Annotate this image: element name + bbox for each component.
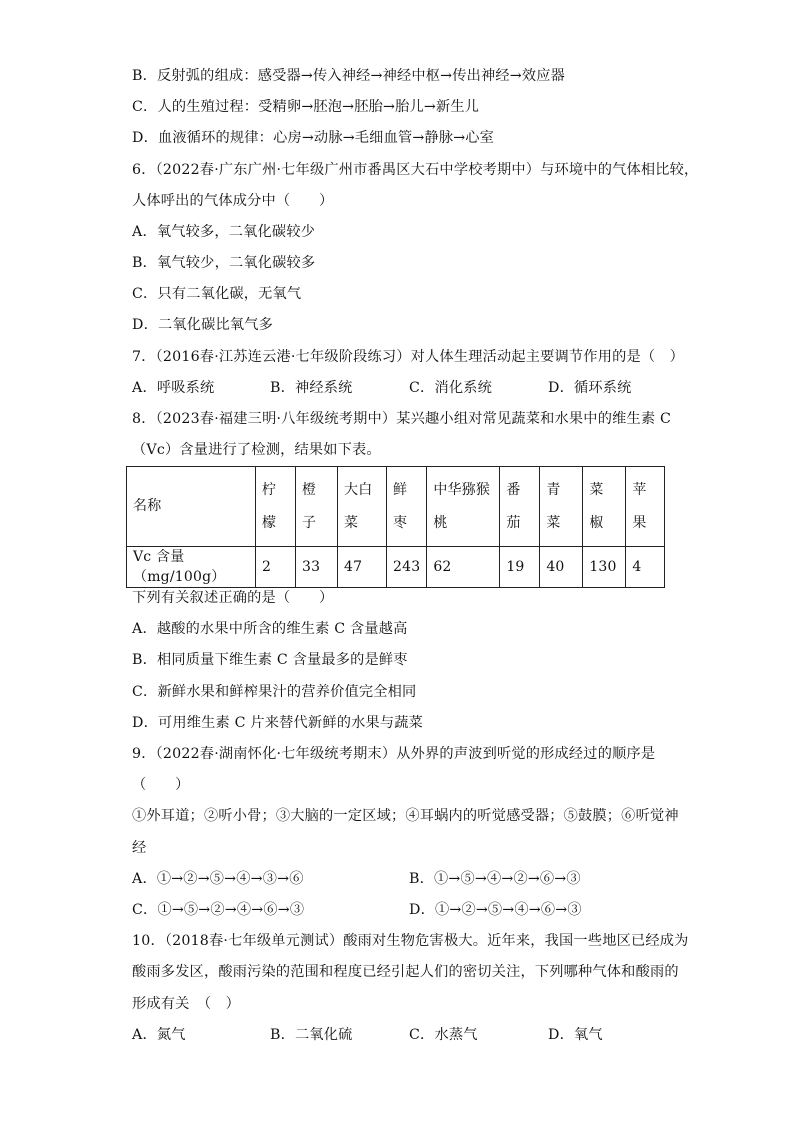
q7-option-c: C．消化系统 xyxy=(409,380,492,396)
table-cell-item: 柠 檬 xyxy=(256,467,296,547)
table-cell-item: 大白 菜 xyxy=(338,467,387,547)
q9-option-c: C．①→⑤→②→④→⑥→③ xyxy=(132,902,305,918)
q7-option-d: D．循环系统 xyxy=(548,380,632,396)
q9-list-line1: ①外耳道；②听小骨；③大脑的一定区域；④耳蜗内的听觉感受器；⑤鼓膜；⑥听觉神 xyxy=(132,808,679,824)
table-cell-value: 47 xyxy=(338,547,387,588)
table-cell-value: 62 xyxy=(427,547,500,588)
q8-option-a: A．越酸的水果中所含的维生素 C 含量越高 xyxy=(132,621,408,637)
q10-stem-line3: 形成有关 （ ） xyxy=(132,996,241,1012)
q8-stem-line1: 8．（2023春·福建三明·八年级统考期中）某兴趣小组对常见蔬菜和水果中的维生素 C xyxy=(132,411,672,427)
table-cell-item: 橙 子 xyxy=(296,467,338,547)
q10-option-a: A．氮气 xyxy=(132,1027,186,1043)
table-cell-value: 19 xyxy=(500,547,540,588)
table-cell-item: 苹 果 xyxy=(626,467,665,547)
table-cell-value: 33 xyxy=(296,547,338,588)
q7-option-b: B．神经系统 xyxy=(270,380,353,396)
q10-stem-line2: 酸雨多发区，酸雨污染的范围和程度已经引起人们的密切关注，下列哪种气体和酸雨的 xyxy=(132,964,679,980)
q8-option-b: B．相同质量下维生素 C 含量最多的是鲜枣 xyxy=(132,652,408,668)
q8-option-c: C．新鲜水果和鲜榨果汁的营养价值完全相同 xyxy=(132,684,417,700)
table-header-row xyxy=(127,467,665,547)
q10-stem-line1: 10．（2018春·七年级单元测试）酸雨对生物危害极大。近年来，我国一些地区已经成为 xyxy=(132,933,689,949)
table-cell-item: 中华猕猴 桃 xyxy=(427,467,500,547)
q5-option-d: D．血液循环的规律：心房→动脉→毛细血管→静脉→心室 xyxy=(132,130,495,146)
q6-stem-line2: 人体呼出的气体成分中（ ） xyxy=(132,193,334,209)
q6-option-a: A．氧气较多，二氧化碳较少 xyxy=(132,224,316,240)
table-value-label: Vc 含量（mg/100g） xyxy=(127,547,256,588)
vitamin-c-table xyxy=(126,466,665,588)
q9-stem-line1: 9．（2022春·湖南怀化·七年级统考期末）从外界的声波到听觉的形成经过的顺序是 xyxy=(132,746,656,762)
table-header-label: 名称 xyxy=(127,467,256,547)
q10-option-b: B．二氧化硫 xyxy=(270,1027,353,1043)
table-cell-value: 243 xyxy=(387,547,427,588)
q5-option-c: C．人的生殖过程：受精卵→胚泡→胚胎→胎儿→新生儿 xyxy=(132,99,480,115)
q9-option-b: B．①→⑤→④→②→⑥→③ xyxy=(409,871,581,887)
table-cell-value: 40 xyxy=(540,547,583,588)
q7-stem: 7．（2016春·江苏连云港·七年级阶段练习）对人体生理活动起主要调节作用的是（ ） xyxy=(132,349,685,365)
q10-option-d: D．氧气 xyxy=(548,1027,603,1043)
q6-stem-line1: 6．（2022春·广东广州·七年级广州市番禺区大石中学校考期中）与环境中的气体相比较， xyxy=(132,162,699,178)
table-cell-item: 番 茄 xyxy=(500,467,540,547)
table-cell-value: 4 xyxy=(626,547,665,588)
q9-option-a: A．①→②→⑤→④→③→⑥ xyxy=(132,871,304,887)
table-value-row xyxy=(127,547,665,588)
table-cell-value: 2 xyxy=(256,547,296,588)
q6-option-d: D．二氧化碳比氧气多 xyxy=(132,317,274,333)
q6-option-b: B．氧气较少，二氧化碳较多 xyxy=(132,255,316,271)
q10-option-c: C．水蒸气 xyxy=(409,1027,478,1043)
q8-option-d: D．可用维生素 C 片来替代新鲜的水果与蔬菜 xyxy=(132,715,424,731)
table-cell-item: 菜 椒 xyxy=(583,467,626,547)
table-cell-value: 130 xyxy=(583,547,626,588)
q8-stem-line2: （Vc）含量进行了检测，结果如下表。 xyxy=(132,442,381,458)
table-cell-item: 青 菜 xyxy=(540,467,583,547)
q9-option-d: D．①→②→⑤→④→⑥→③ xyxy=(409,902,582,918)
q7-option-a: A．呼吸系统 xyxy=(132,380,215,396)
q8-question: 下列有关叙述正确的是（ ） xyxy=(132,590,334,606)
q9-stem-line2: （ ） xyxy=(132,777,190,793)
q9-list-line2: 经 xyxy=(132,840,147,856)
q6-option-c: C．只有二氧化碳，无氧气 xyxy=(132,286,302,302)
q5-option-b: B．反射弧的组成：感受器→传入神经→神经中枢→传出神经→效应器 xyxy=(132,68,566,84)
table-cell-item: 鲜 枣 xyxy=(387,467,427,547)
